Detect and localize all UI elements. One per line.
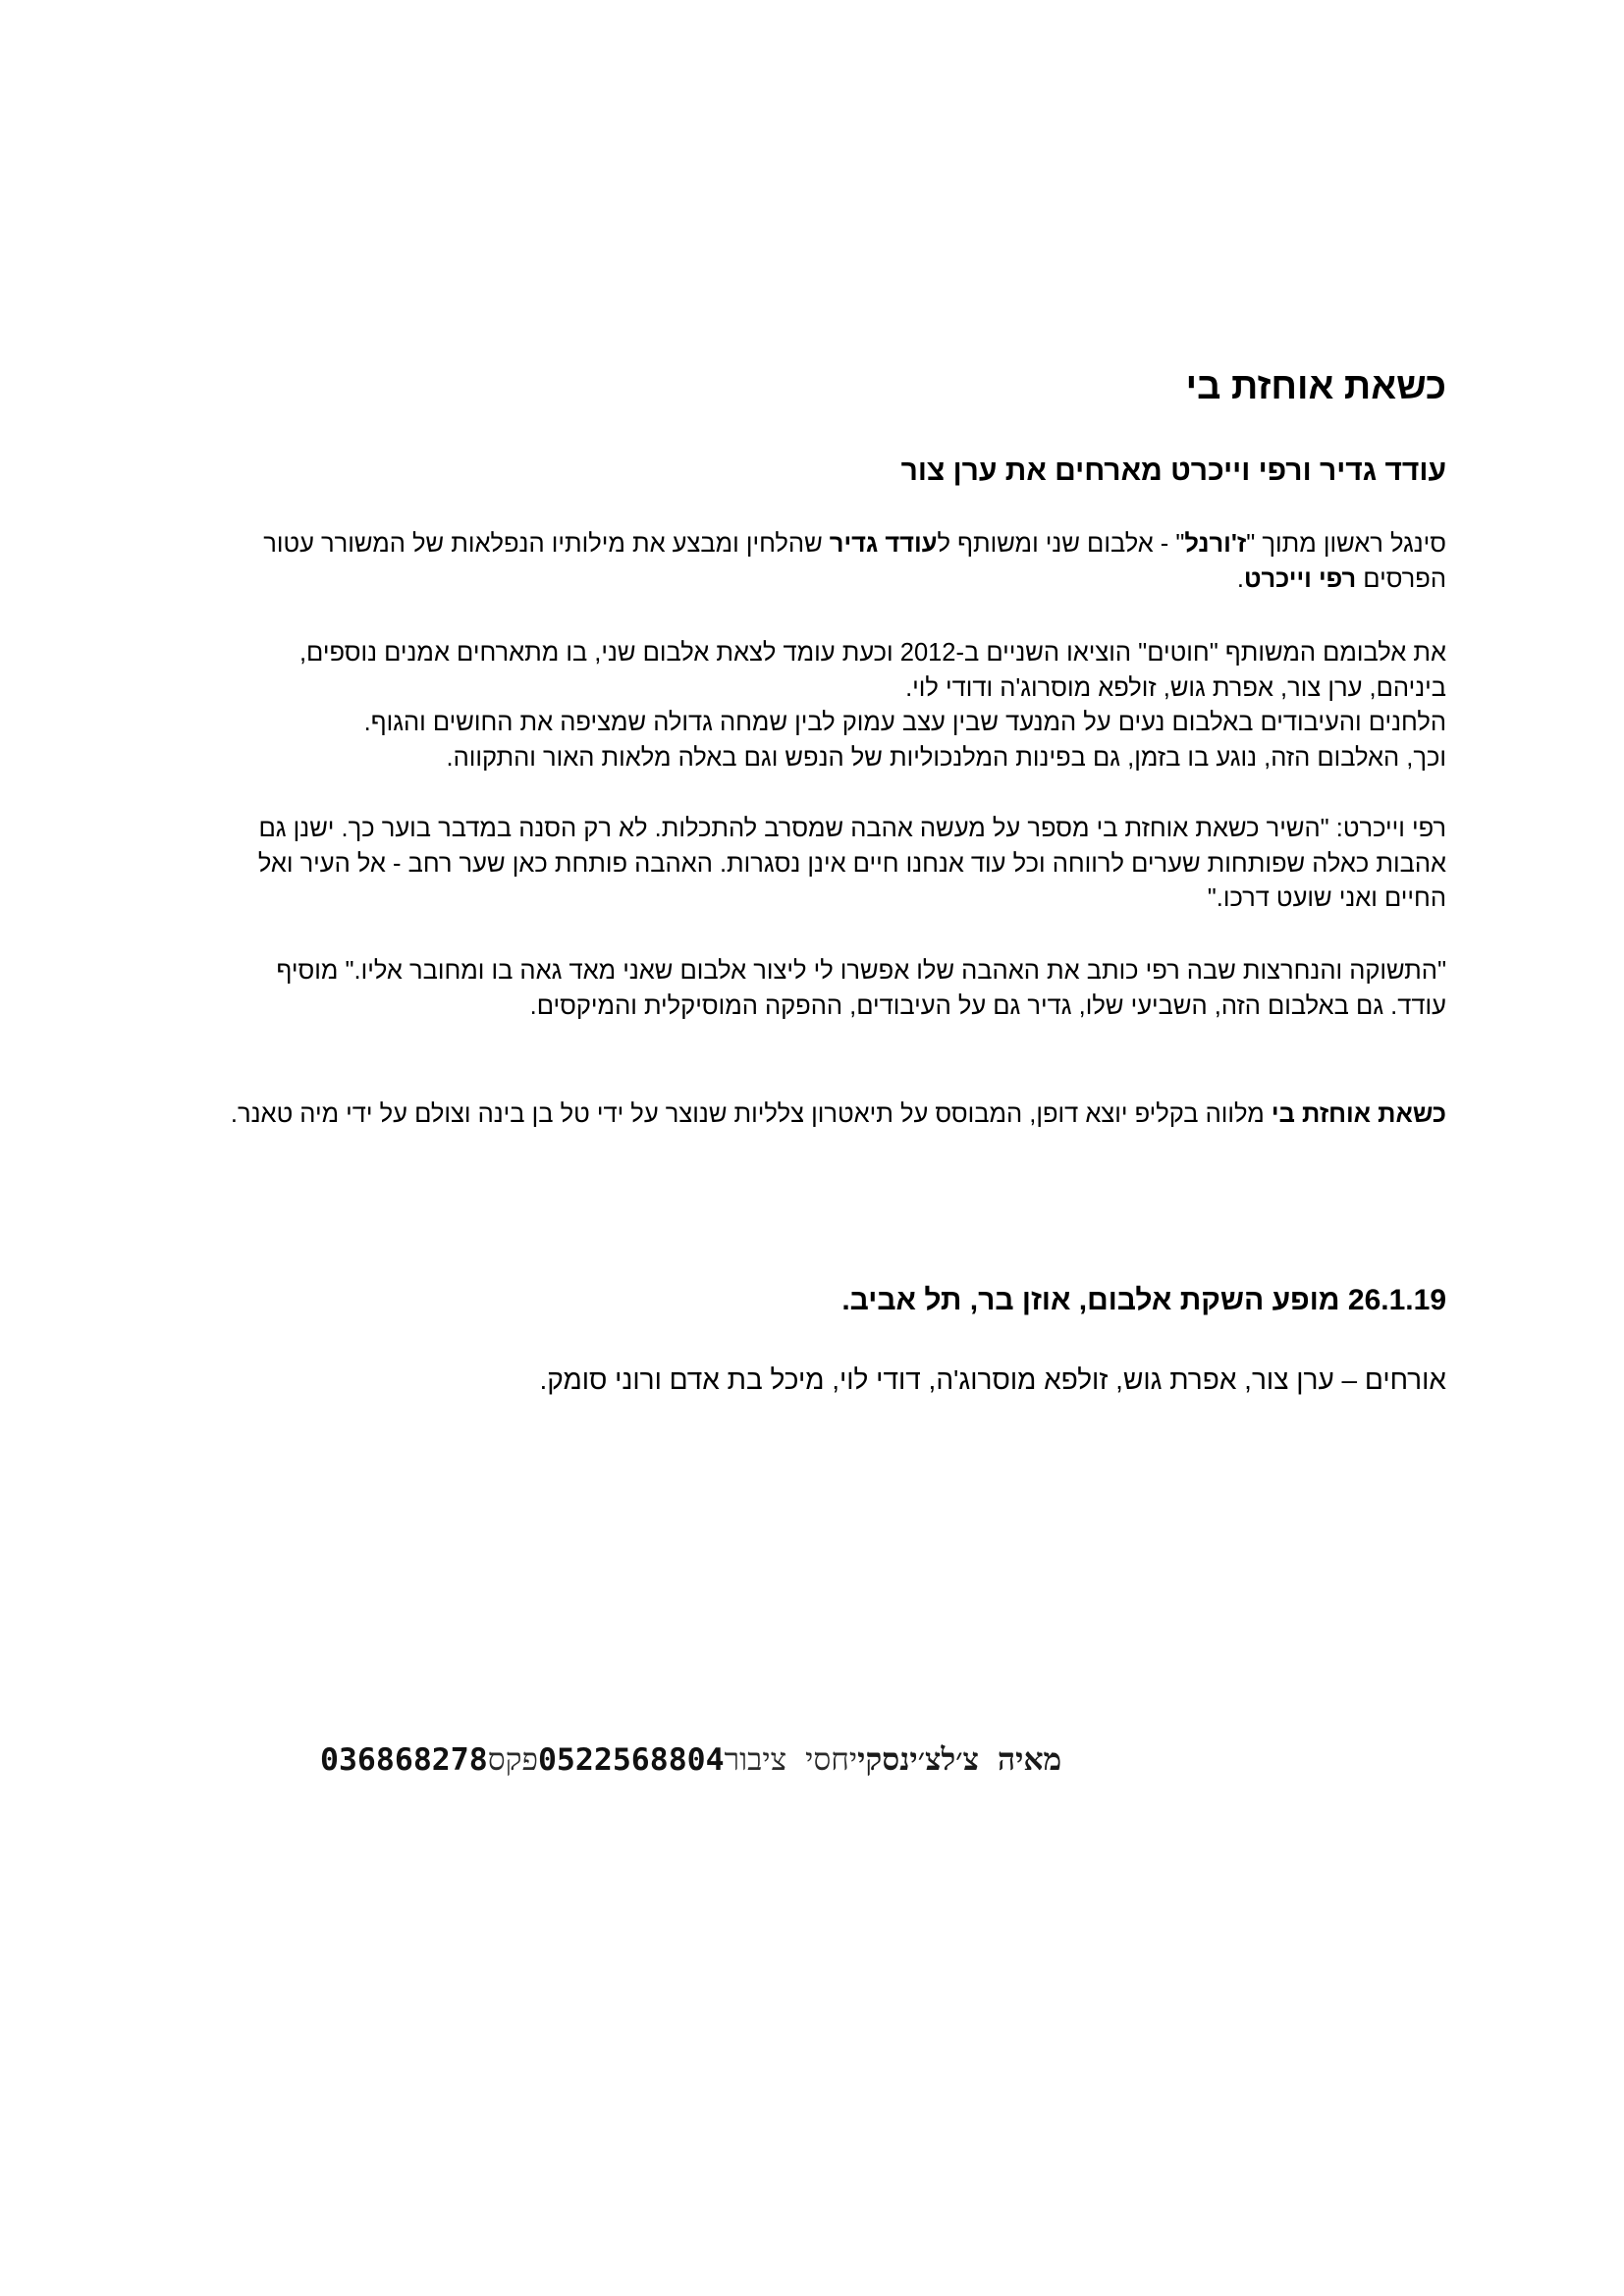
footer-contact-logo <box>320 1742 1317 1778</box>
paragraph-single-intro <box>224 527 1446 597</box>
document-subtitle: עודד גדיר ורפי וייכרט מארחים את ערן צור <box>900 454 1446 487</box>
paragraph-line: את אלבומם המשותף "חוטים" הוציאו השניים ב-2012 וכעת עומד לצאת אלבום שני, בו מתארחים אמנים נוספים, ביניהם, ערן צור, אפרת גוש, זולפא מוסרוג'ה ודודי לוי. <box>298 639 1446 702</box>
text-segment: " - אלבום שני ומשותף ל <box>937 530 1185 558</box>
album-name: ז'ורנל <box>1184 530 1247 558</box>
document-title: כשאת אוחזת בי <box>1185 366 1446 407</box>
paragraph-line: וכך, האלבום הזה, נוגע בו בזמן, גם בפינות המלנכוליות של הנפש וגם באלה מלאות האור והתקווה. <box>446 743 1446 772</box>
text-segment: סינגל ראשון מתוך " <box>1246 530 1446 558</box>
paragraph-oded-quote: "התשוקה והנחרצות שבה רפי כותב את האהבה שלו אפשרו לי ליצור אלבום שאני מאד גאה בו ומחובר אליו." מוסיף עודד. גם באלבום הזה, השביעי שלו, גדיר גם על העיבודים, ההפקה המוסיקלית והמיקסים. <box>276 957 1446 1020</box>
guests-list: אורחים – ערן צור, אפרת גוש, זולפא מוסרוג'ה, דודי לוי, מיכל בת אדם ורוני סומק. <box>539 1364 1446 1395</box>
text-segment: מלווה בקליפ יוצא דופן, המבוסס על תיאטרון צלליות שנוצר על ידי טל בן בינה וצולם על ידי מיה טאנר. <box>230 1100 1272 1128</box>
paragraph-clip <box>170 1097 1446 1133</box>
pr-label: יחסי ציבור <box>724 1742 858 1778</box>
fax-label: פקס <box>487 1742 538 1778</box>
paragraph-rafi-quote: רפי וייכרט: "השיר כשאת אוחזת בי מספר על מעשה אהבה שמסרב להתכלות. לא רק הסנה במדבר בוער כך. ישנן גם אהבות כאלה שפותחות שערים לרווחה וכל עוד אנחנו חיים אינן נסגרות. האהבה פותחת כאן שער רחב - אל העיר ואל החיים ואני שועט דרכו." <box>257 815 1446 912</box>
artist-name-oded: עודד גדיר <box>829 530 938 558</box>
pr-phone-number: 0522568804 <box>537 1742 725 1778</box>
song-name: כשאת אוחזת בי <box>1271 1100 1446 1128</box>
event-announcement: 26.1.19 מופע השקת אלבום, אוזן בר, תל אביב. <box>841 1284 1446 1316</box>
paragraph-line: הלחנים והעיבודים באלבום נעים על המנעד שבין עצב עמוק לבין שמחה גדולה שמציפה את החושים והגוף. <box>363 709 1446 736</box>
pr-contact-name: מאיה צ׳לצ׳ינסקי <box>857 1742 1062 1778</box>
poet-name-rafi: רפי וייכרט <box>1243 564 1357 593</box>
text-segment: שהלחין ומבצע את מילותיו הנפלאות של המשורר עטור הפרסים <box>263 530 1446 593</box>
text-segment: . <box>1236 564 1244 593</box>
paragraph-album-background <box>224 636 1446 775</box>
fax-number: 036868278 <box>320 1742 488 1778</box>
